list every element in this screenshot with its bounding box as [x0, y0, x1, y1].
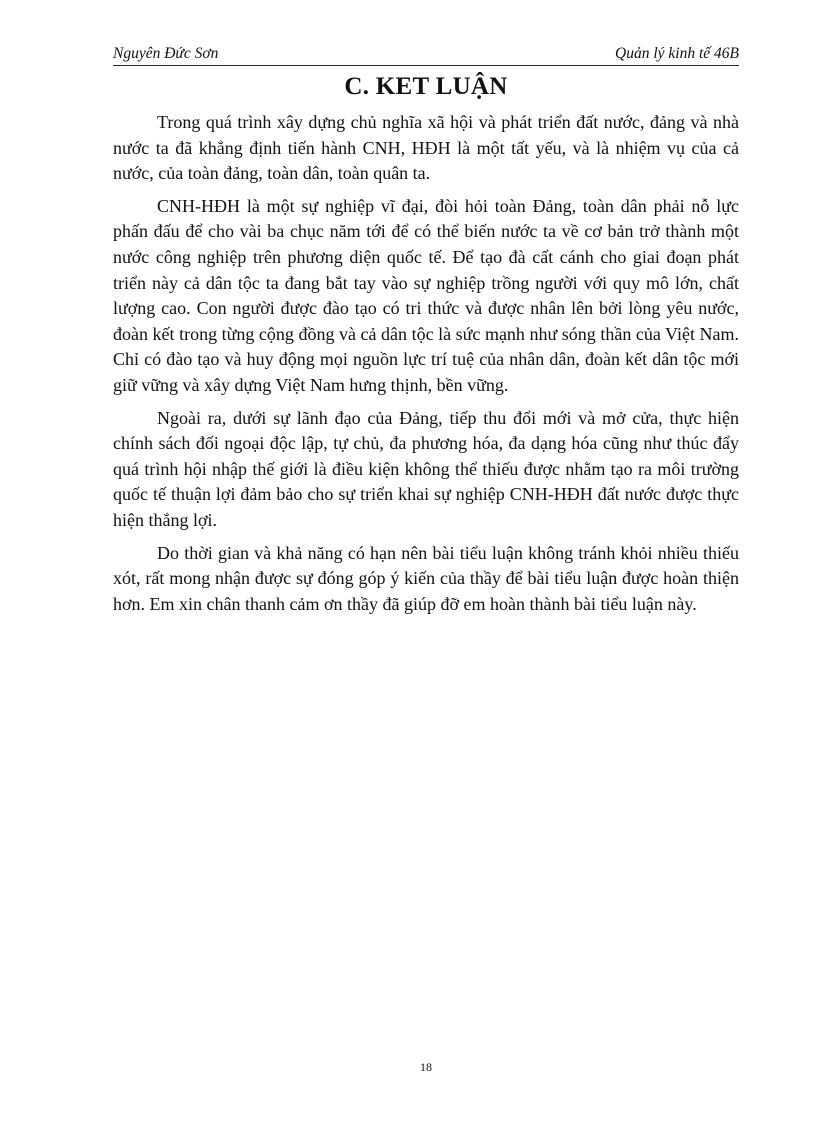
document-body	[113, 110, 739, 624]
header-author: Nguyên Đức Sơn	[113, 45, 219, 62]
paragraph-1: Trong quá trình xây dựng chủ nghĩa xã hội và phát triển đất nước, đảng và nhà nước ta đã khẳng định tiến hành CNH, HĐH là một tất yếu, và là nhiệm vụ của cả nước, của toàn đảng, toàn dân, toàn quân ta.	[113, 112, 739, 184]
paragraph-2: CNH-HĐH là một sự nghiệp vĩ đại, đòi hỏi toàn Đảng, toàn dân phải nỗ lực phấn đấu để cho vài ba chục năm tới để có thể biến nước ta về cơ bản trở thành một nước công nghiệp trên phương diện quốc tế. Để tạo đà cất cánh cho giai đoạn phát triển này cả dân tộc ta đang bắt tay vào sự nghiệp trồng người với quy mô lớn, chất lượng cao. Con người được đào tạo có tri thức và được nhân lên bởi lòng yêu nước, đoàn kết trong từng cộng đồng và cả dân tộc là sức mạnh như sóng thần của Việt Nam. Chỉ có đào tạo và huy động mọi nguồn lực trí tuệ của nhân dân, đoàn kết dân tộc mới giữ vững và xây dựng Việt Nam hưng thịnh, bền vững.	[113, 195, 739, 395]
page-number: 18	[420, 1060, 432, 1074]
page-header	[113, 44, 739, 66]
paragraph-3: Ngoài ra, dưới sự lãnh đạo của Đảng, tiếp thu đổi mới và mở cửa, thực hiện chính sách đối ngoại độc lập, tự chủ, đa phương hóa, đa dạng hóa cũng như thúc đẩy quá trình hội nhập thế giới là điều kiện không thể thiếu được nhằm tạo ra môi trường quốc tế thuận lợi đảm bảo cho sự triển khai sự nghiệp CNH-HĐH đất nước được thực hiện thắng lợi.	[113, 407, 739, 530]
section-title: C. KET LUẬN	[344, 73, 508, 100]
paragraph-4: Do thời gian và khả năng có hạn nên bài tiểu luận không tránh khỏi nhiều thiếu xót, rất mong nhận được sự đóng góp ý kiến của thầy để bài tiểu luận được hoàn thiện hơn. Em xin chân thanh cảm ơn thầy đã giúp đỡ em hoàn thành bài tiểu luận này.	[113, 542, 739, 614]
header-course: Quản lý kinh tế 46B	[615, 45, 739, 62]
